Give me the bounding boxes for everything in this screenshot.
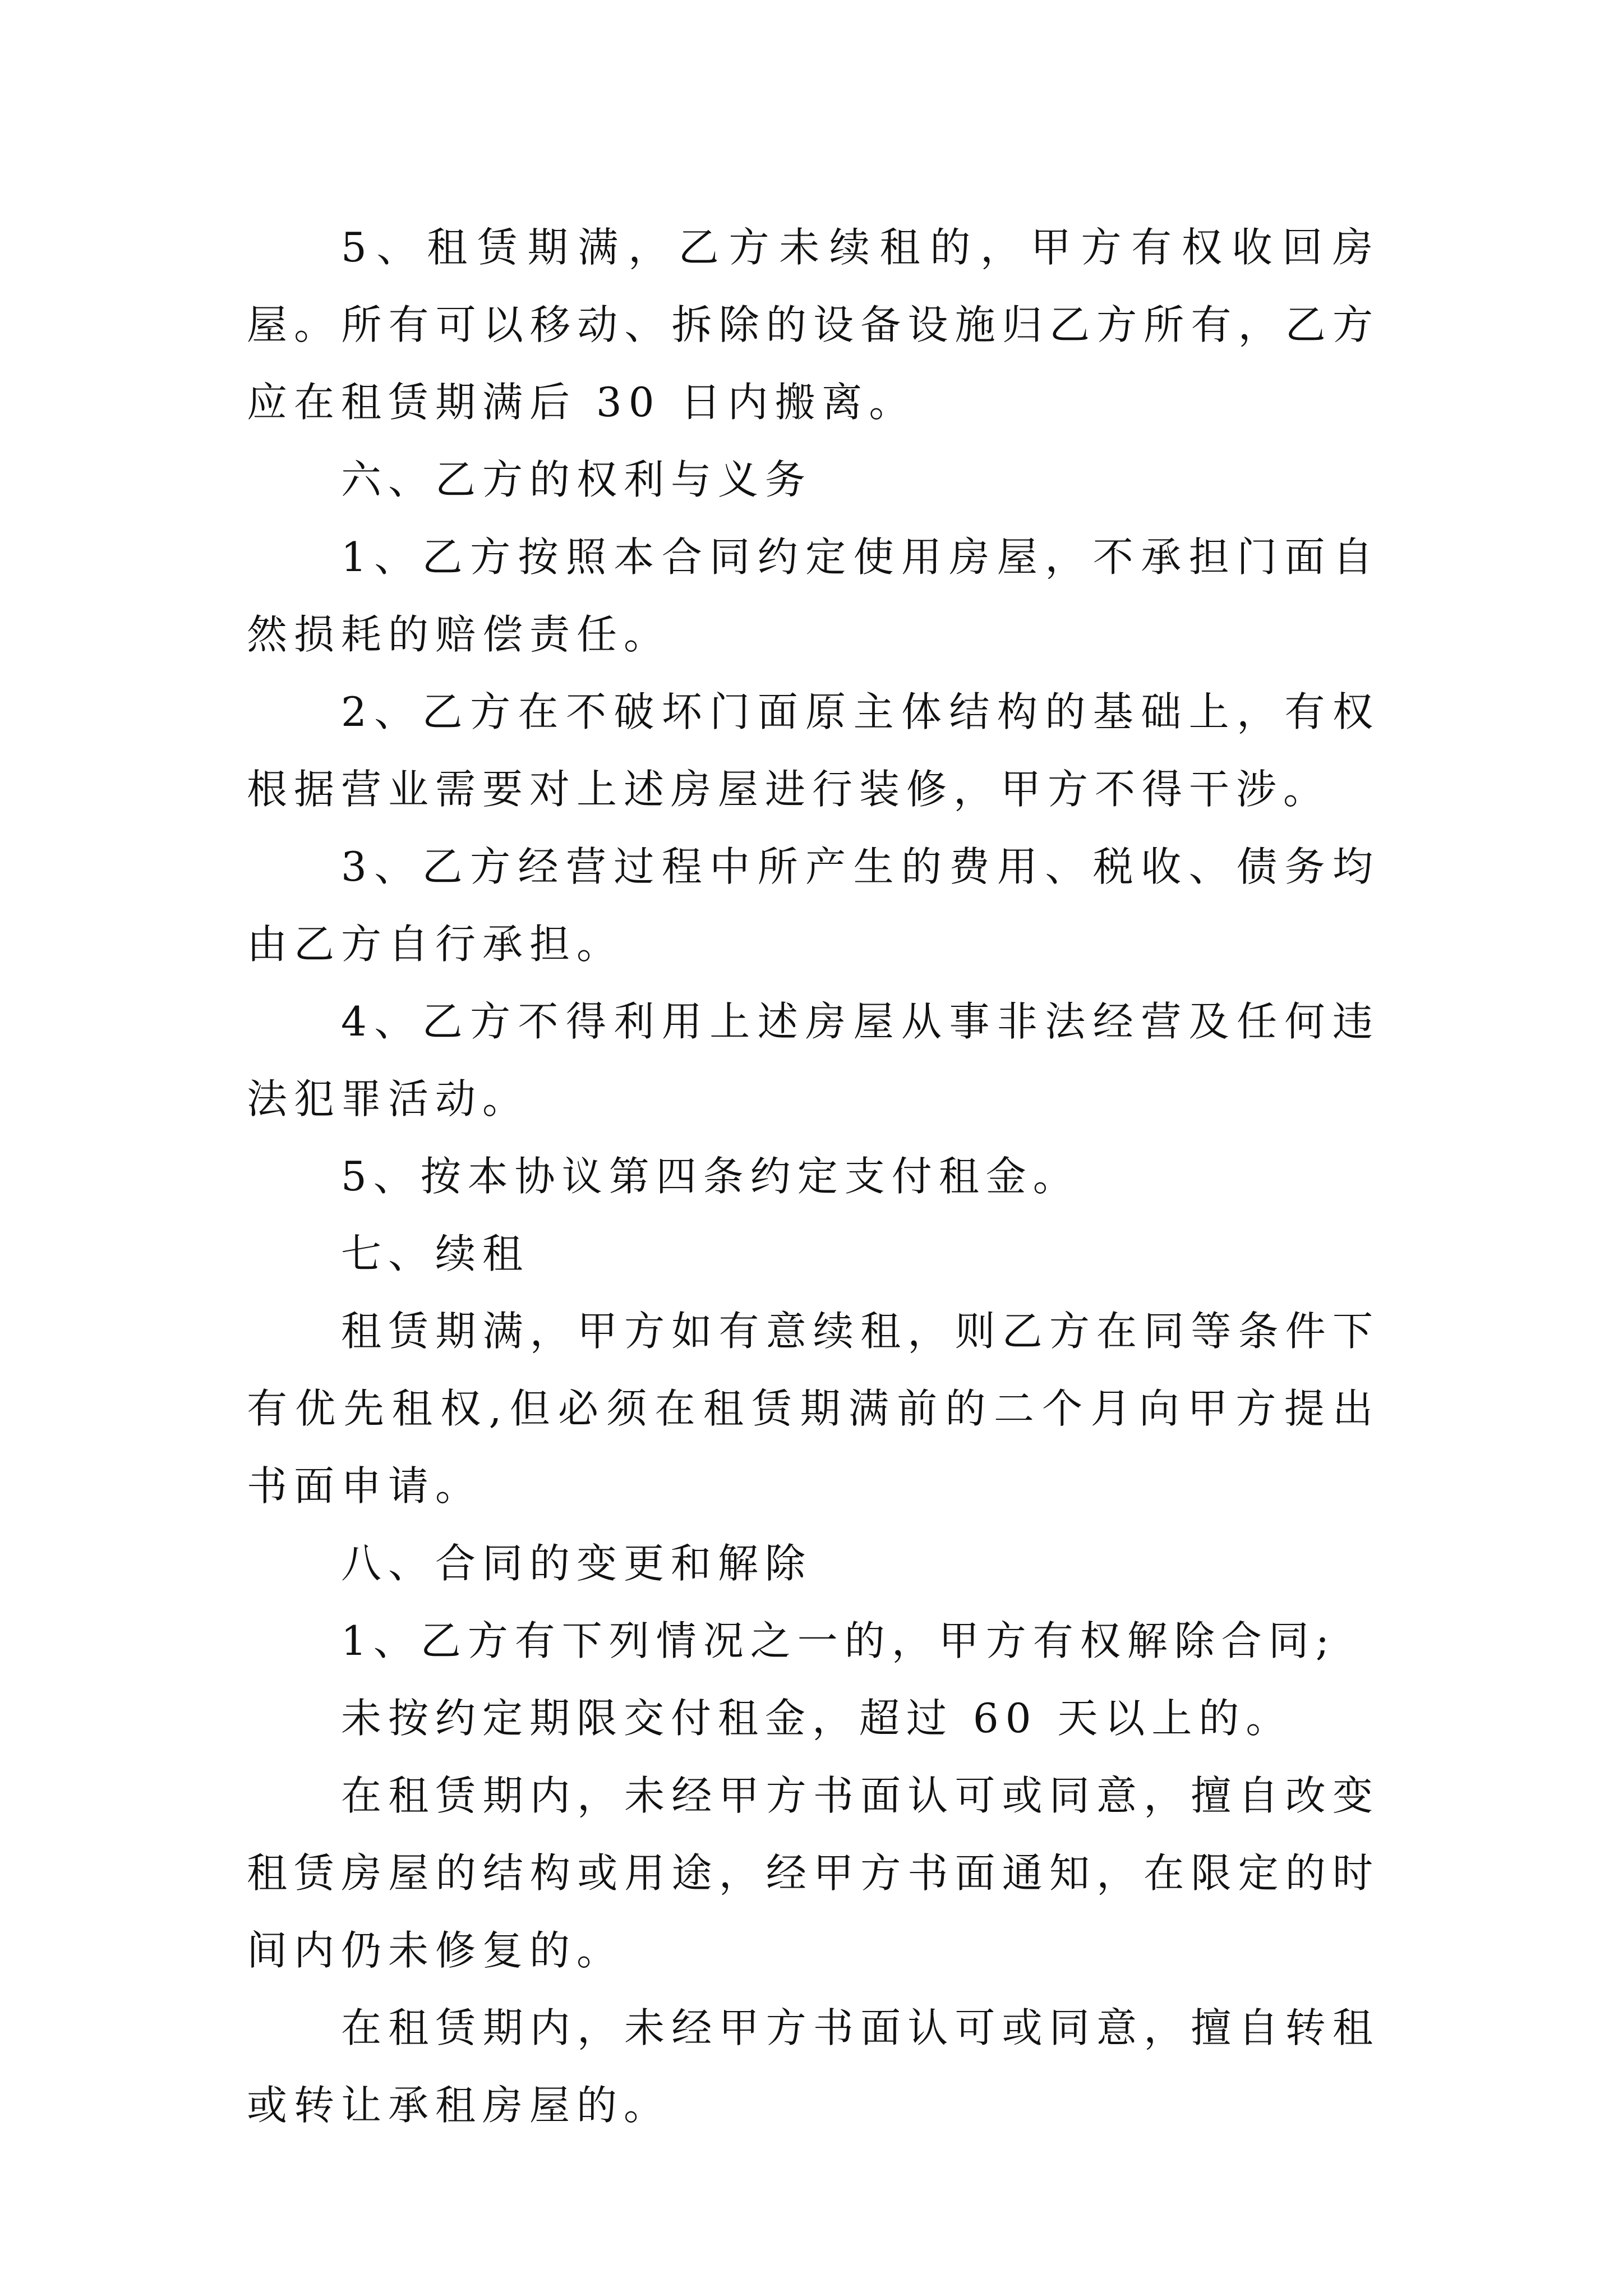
clause-6-3: 3、乙方经营过程中所产生的费用、税收、债务均由乙方自行承担。 <box>247 843 1380 968</box>
clause-8-1-a: 未按约定期限交付租金，超过 60 天以上的。 <box>341 1695 1293 1742</box>
clause-6-1: 1、乙方按照本合同约定使用房屋，不承担门面自然损耗的赔偿责任。 <box>247 533 1380 658</box>
clause-8-1-c: 在租赁期内，未经甲方书面认可或同意，擅自转租或转让承租房屋的。 <box>247 2004 1380 2129</box>
clause-6-2: 2、乙方在不破坏门面原主体结构的基础上，有权根据营业需要对上述房屋进行装修，甲方不得干涉。 <box>247 688 1380 813</box>
clause-8-1-b: 在租赁期内，未经甲方书面认可或同意，擅自改变租赁房屋的结构或用途，经甲方书面通知，在限定的时间内仍未修复的。 <box>247 1772 1380 1974</box>
section-6-heading: 六、乙方的权利与义务 <box>341 456 813 503</box>
section-7-heading: 七、续租 <box>341 1230 530 1277</box>
clause-7-renewal: 租赁期满，甲方如有意续租，则乙方在同等条件下有优先租权,但必须在租赁期满前的二个月向甲方提出书面申请。 <box>247 1308 1380 1510</box>
section-8-heading: 八、合同的变更和解除 <box>341 1540 813 1587</box>
clause-5-lease-expiry: 5、租赁期满，乙方未续租的，甲方有权收回房屋。所有可以移动、拆除的设备设施归乙方所有，乙方应在租赁期满后 30 日内搬离。 <box>247 224 1380 426</box>
document-body <box>247 209 1380 2144</box>
clause-6-4: 4、乙方不得利用上述房屋从事非法经营及任何违法犯罪活动。 <box>247 998 1380 1122</box>
clause-8-1: 1、乙方有下列情况之一的，甲方有权解除合同; <box>341 1617 1336 1664</box>
clause-6-5: 5、按本协议第四条约定支付租金。 <box>341 1153 1080 1200</box>
